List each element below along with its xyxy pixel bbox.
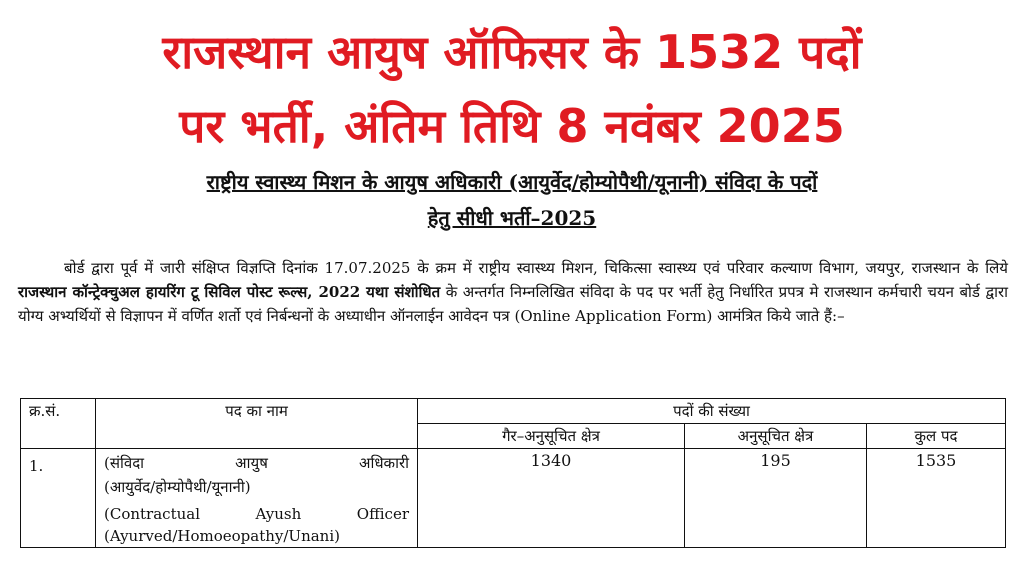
paragraph-part-1: बोर्ड द्वारा पूर्व में जारी संक्षिप्त विज्ञप्ति दिनांक 17.07.2025 के क्रम में राष्ट्रीय स्वास्थ्य मिशन, चिकित्सा स्वास्थ्य एवं परिवार कल्याण विभाग, जयपुर, राजस्थान के लिये (64, 259, 1008, 277)
header-sno: क्र.सं. (21, 399, 96, 449)
row-post-name (96, 449, 418, 548)
post-name-hi-1: (संविदा आयुष अधिकारी (104, 454, 409, 472)
post-name-en-1: (Contractual Ayush Officer (104, 505, 409, 523)
paragraph-part-2: के अन्तर्गत निम्नलिखित संविदा के पद पर भर्ती हेतु निर्धारित प्रपत्र मे राजस्थान कर्मचारी चयन बोर्ड द्वारा योग्य अभ्यर्थियों से विज्ञापन में वर्णित शर्तो एवं निर्बन्धनों के अध्याधीन ऑनलाईन आवेदन पत्र (Online Application Form) आमंत्रित किये जाते हैं:– (18, 283, 1009, 325)
header-scheduled: अनुसूचित क्षेत्र (685, 424, 867, 449)
post-name-hi-2: (आयुर्वेद/होम्योपैथी/यूनानी) (104, 478, 251, 496)
row-sno: 1. (21, 449, 96, 548)
header-posts-count: पदों की संख्या (418, 399, 1006, 424)
table-header-row (21, 399, 1006, 424)
table-row (21, 449, 1006, 548)
row-total: 1535 (867, 449, 1006, 548)
headline-line-1: राजस्थान आयुष ऑफिसर के 1532 पदों (162, 25, 862, 79)
header-non-scheduled: गैर–अनुसूचित क्षेत्र (418, 424, 685, 449)
subtitle-line-1: राष्ट्रीय स्वास्थ्य मिशन के आयुष अधिकारी (आयुर्वेद/होम्योपैथी/यूनानी) संविदा के पदों (206, 170, 818, 194)
post-name-en-2: (Ayurved/Homoeopathy/Unani) (104, 527, 340, 545)
posts-table (20, 398, 1006, 548)
row-non-scheduled: 1340 (418, 449, 685, 548)
header-total: कुल पद (867, 424, 1006, 449)
header-post-name: पद का नाम (96, 399, 418, 449)
headline-line-2: पर भर्ती, अंतिम तिथि 8 नवंबर 2025 (179, 99, 845, 153)
notice-paragraph (18, 256, 1008, 328)
row-scheduled: 195 (685, 449, 867, 548)
paragraph-bold-rules: राजस्थान कॉन्ट्रेक्चुअल हायरिंग टू सिविल पोस्ट रूल्स, 2022 यथा संशोधित (18, 283, 441, 301)
subtitle-line-2: हेतु सीधी भर्ती–2025 (427, 206, 597, 230)
